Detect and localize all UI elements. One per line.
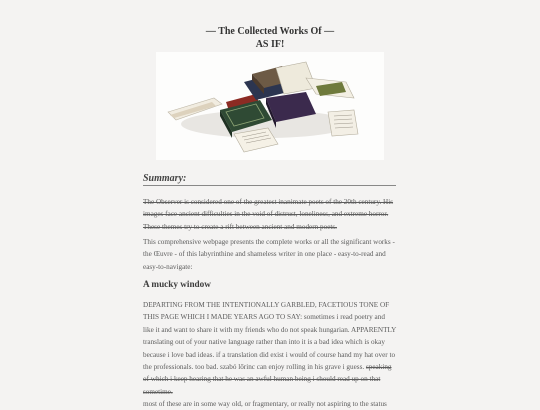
section-paragraph [143,299,397,398]
footer-paragraph: most of these are in some way old, or fragmentary, or really not aspiring to the status [143,400,387,408]
summary-struck-text: The Observer is considered one of the greatest inanimate poets of the 20th century. His images face ancient difficulties in the void of distrust, loneliness, and extreme horror. These themes try to create a rift between ancient and modern poets. [143,198,394,231]
section-body-struck: speaking of which i keep hearing that he was an awful human being i should read up on that sometime. [143,363,392,396]
intro-paragraph: This comprehensive webpage presents the complete works or all the significant works - the Œuvre - of this labyrinthine and shameless writer in one place - easy-to-read and easy-to-navigate: [143,238,395,271]
section-body-plain: DEPARTING FROM THE INTENTIONALLY GARBLED, FACETIOUS TONE OF THIS PAGE WHICH I MADE YEARS AGO TO SAY: sometimes i read poetry and like it and want to share it with my friends who do not speak hungarian. APPARENTLY translating out of your native language rather than into it is a bad idea which is okay because i love bad ideas. if a translation did exist i would of course hand my hat over to the professionals. too bad. szabó lőrinc can enjoy rolling in his grave i guess. [143,301,397,372]
page-title-line2: AS IF! [255,39,285,50]
pile-of-books-icon [156,52,384,160]
books-image [156,52,384,160]
summary-heading: Summary: [143,173,396,186]
page-title-line1: — The Collected Works Of — [205,26,335,37]
section-heading: A mucky window [143,279,211,289]
